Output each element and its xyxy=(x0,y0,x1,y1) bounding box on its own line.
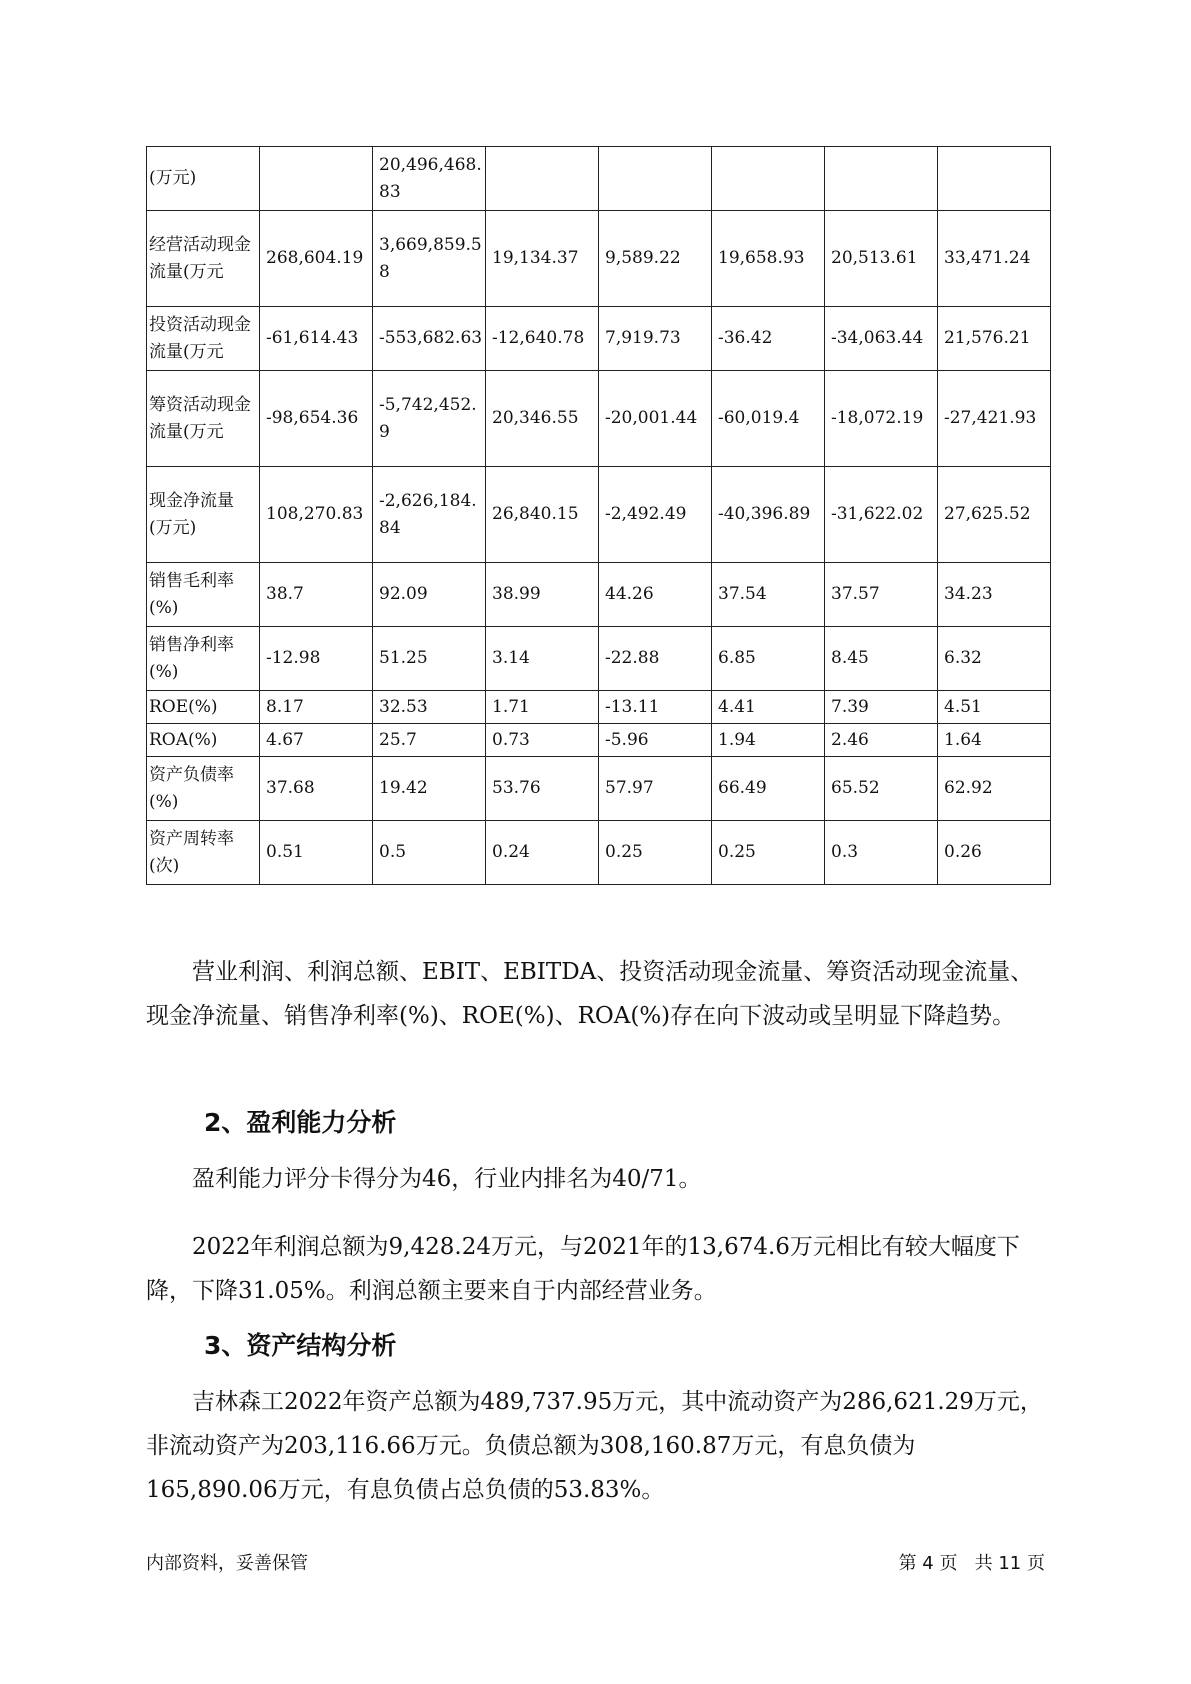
table-cell: 20,496,468.83 xyxy=(373,147,486,211)
table-cell: -5,742,452.9 xyxy=(373,371,486,467)
row-label: 投资活动现金流量(万元 xyxy=(147,307,260,371)
table-cell: 7,919.73 xyxy=(599,307,712,371)
table-cell: 6.85 xyxy=(712,627,825,691)
table-cell: 0.5 xyxy=(373,821,486,885)
table-cell: -61,614.43 xyxy=(260,307,373,371)
table-cell: -13.11 xyxy=(599,691,712,724)
table-cell: 19,658.93 xyxy=(712,211,825,307)
row-label: 筹资活动现金流量(万元 xyxy=(147,371,260,467)
table-cell: 51.25 xyxy=(373,627,486,691)
table-cell: -5.96 xyxy=(599,724,712,757)
table-cell: 4.51 xyxy=(938,691,1051,724)
table-cell: 4.41 xyxy=(712,691,825,724)
table-cell: -60,019.4 xyxy=(712,371,825,467)
table-row xyxy=(147,757,1051,821)
table-row xyxy=(147,371,1051,467)
table-cell: 65.52 xyxy=(825,757,938,821)
summary-paragraph: 营业利润、利润总额、EBIT、EBITDA、投资活动现金流量、筹资活动现金流量、现金净流量、销售净利率(%)、ROE(%)、ROA(%)存在向下波动或呈明显下降趋势。 xyxy=(146,959,1034,1029)
table-row xyxy=(147,563,1051,627)
table-cell: 3.14 xyxy=(486,627,599,691)
row-label: (万元) xyxy=(147,147,260,211)
table-cell: -12,640.78 xyxy=(486,307,599,371)
table-cell: -27,421.93 xyxy=(938,371,1051,467)
table-cell: -36.42 xyxy=(712,307,825,371)
table-cell: 34.23 xyxy=(938,563,1051,627)
row-label: 资产负债率(%) xyxy=(147,757,260,821)
table-cell: 8.17 xyxy=(260,691,373,724)
table-cell: 1.64 xyxy=(938,724,1051,757)
table-cell: 0.25 xyxy=(712,821,825,885)
table-cell: 37.68 xyxy=(260,757,373,821)
footer-page-number: 第 4 页 共 11 页 xyxy=(898,1553,1045,1574)
table-cell: 66.49 xyxy=(712,757,825,821)
row-label: 现金净流量(万元) xyxy=(147,467,260,563)
table-cell: 37.54 xyxy=(712,563,825,627)
table-row xyxy=(147,691,1051,724)
table-cell: 0.51 xyxy=(260,821,373,885)
table-cell: 25.7 xyxy=(373,724,486,757)
section-heading-profitability: 2、盈利能力分析 xyxy=(204,1108,397,1137)
footer-confidential-note: 内部资料，妥善保管 xyxy=(146,1553,308,1574)
table-row xyxy=(147,147,1051,211)
table-cell: 53.76 xyxy=(486,757,599,821)
table-cell: 9,589.22 xyxy=(599,211,712,307)
table-row xyxy=(147,307,1051,371)
table-row xyxy=(147,211,1051,307)
table-cell xyxy=(712,147,825,211)
table-cell xyxy=(486,147,599,211)
table-cell xyxy=(599,147,712,211)
table-cell: 27,625.52 xyxy=(938,467,1051,563)
table-cell: 0.3 xyxy=(825,821,938,885)
table-cell: -20,001.44 xyxy=(599,371,712,467)
table-cell: 8.45 xyxy=(825,627,938,691)
table-cell: 7.39 xyxy=(825,691,938,724)
table-cell: 33,471.24 xyxy=(938,211,1051,307)
table-cell: 26,840.15 xyxy=(486,467,599,563)
table-cell: -34,063.44 xyxy=(825,307,938,371)
table-cell: 21,576.21 xyxy=(938,307,1051,371)
table-cell xyxy=(260,147,373,211)
row-label: 销售净利率(%) xyxy=(147,627,260,691)
row-label: 经营活动现金流量(万元 xyxy=(147,211,260,307)
table-cell: 20,513.61 xyxy=(825,211,938,307)
table-cell: -553,682.63 xyxy=(373,307,486,371)
table-cell: -2,626,184.84 xyxy=(373,467,486,563)
row-label: 销售毛利率(%) xyxy=(147,563,260,627)
table-cell: 3,669,859.58 xyxy=(373,211,486,307)
table-cell: 108,270.83 xyxy=(260,467,373,563)
table-cell: 0.73 xyxy=(486,724,599,757)
table-row xyxy=(147,467,1051,563)
row-label: ROA(%) xyxy=(147,724,260,757)
row-label: ROE(%) xyxy=(147,691,260,724)
table-cell: 92.09 xyxy=(373,563,486,627)
table-cell: -40,396.89 xyxy=(712,467,825,563)
table-cell: 1.94 xyxy=(712,724,825,757)
table-cell: 4.67 xyxy=(260,724,373,757)
table-cell: 1.71 xyxy=(486,691,599,724)
section-heading-asset-structure: 3、资产结构分析 xyxy=(204,1331,397,1360)
table-cell: 0.26 xyxy=(938,821,1051,885)
table-cell: -98,654.36 xyxy=(260,371,373,467)
financial-indicators-table xyxy=(146,146,1051,885)
profit-total-paragraph: 2022年利润总额为9,428.24万元，与2021年的13,674.6万元相比有较大幅度下降，下降31.05%。利润总额主要来自于内部经营业务。 xyxy=(146,1234,1020,1304)
table-cell: 37.57 xyxy=(825,563,938,627)
table-cell: 0.24 xyxy=(486,821,599,885)
table-cell: 2.46 xyxy=(825,724,938,757)
table-cell: -22.88 xyxy=(599,627,712,691)
table-cell: 19.42 xyxy=(373,757,486,821)
table-cell: 20,346.55 xyxy=(486,371,599,467)
table-cell: -2,492.49 xyxy=(599,467,712,563)
table-cell: -12.98 xyxy=(260,627,373,691)
profitability-score-paragraph: 盈利能力评分卡得分为46，行业内排名为40/71。 xyxy=(192,1166,702,1192)
table-cell: 32.53 xyxy=(373,691,486,724)
table-row xyxy=(147,627,1051,691)
table-cell xyxy=(825,147,938,211)
table-cell: 57.97 xyxy=(599,757,712,821)
table-cell: 44.26 xyxy=(599,563,712,627)
table-cell: 38.99 xyxy=(486,563,599,627)
table-cell xyxy=(938,147,1051,211)
table-cell: 268,604.19 xyxy=(260,211,373,307)
table-row xyxy=(147,724,1051,757)
table-row xyxy=(147,821,1051,885)
table-cell: 19,134.37 xyxy=(486,211,599,307)
table-cell: 6.32 xyxy=(938,627,1051,691)
table-cell: -18,072.19 xyxy=(825,371,938,467)
table-cell: 38.7 xyxy=(260,563,373,627)
asset-structure-paragraph: 吉林森工2022年资产总额为489,737.95万元，其中流动资产为286,621.29万元，非流动资产为203,116.66万元。负债总额为308,160.87万元，有息负债为165,890.06万元，有息负债占总负债的53.83%。 xyxy=(146,1389,1043,1503)
table-cell: 0.25 xyxy=(599,821,712,885)
table-cell: 62.92 xyxy=(938,757,1051,821)
table-cell: -31,622.02 xyxy=(825,467,938,563)
row-label: 资产周转率(次) xyxy=(147,821,260,885)
